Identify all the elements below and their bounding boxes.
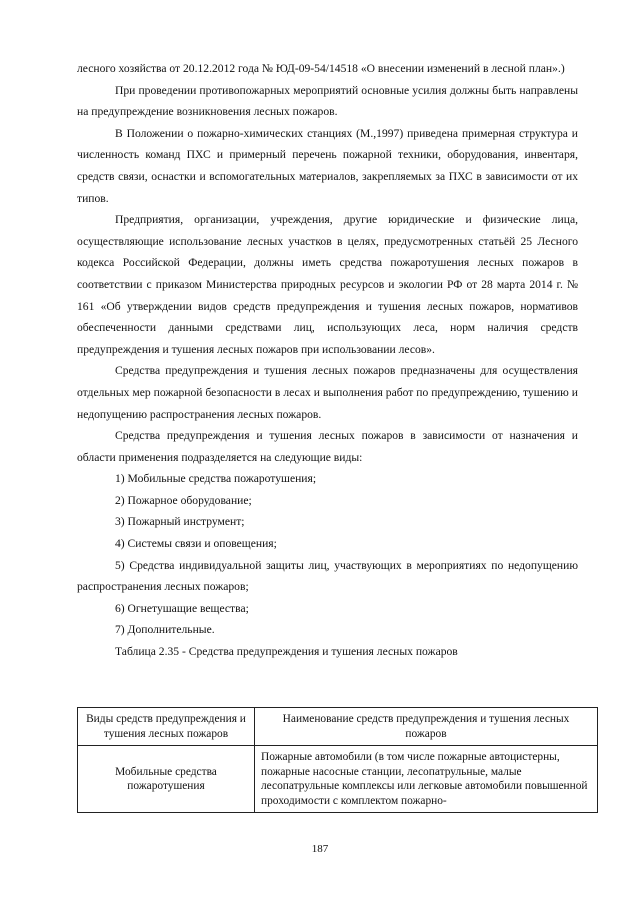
table-cell: Пожарные автомобили (в том числе пожарные автоцистерны, пожарные насосные станции, лесопатрульные, малые лесопатрульные комплексы или легковые автомобили повышенной проходимости с комплектом пожарно- xyxy=(255,746,598,813)
paragraph: В Положении о пожарно-химических станциях (М.,1997) приведена примерная структура и численность команд ПХС и примерный перечень пожарной техники, оборудования, инвентаря, средств связи, оснастки и вспомогательных материалов, закрепляемых за ПХС в зависимости от их типов. xyxy=(77,126,578,205)
paragraph: Предприятия, организации, учреждения, другие юридические и физические лица, осуществляющие использование лесных участков в целях, предусмотренных статьёй 25 Лесного кодекса Российской Федерации, должны иметь средства пожаротушения лесных пожаров в соответствии с приказом Министерства природных ресурсов и экологии РФ от 28 марта 2014 г. № 161 «Об утверждении видов средств предупреждения и тушения лесных пожаров, нормативов обеспеченности данными средствами лиц, использующих леса, норм наличия средств предупреждения и тушения лесных пожаров при использовании лесов». xyxy=(77,213,578,356)
paragraph: лесного хозяйства от 20.12.2012 года № ЮД-09-54/14518 «О внесении изменений в лесной план».) xyxy=(77,62,565,75)
list-item: 2) Пожарное оборудование; xyxy=(115,493,252,507)
paragraph: При проведении противопожарных мероприятий основные усилия должны быть направлены на предупреждение возникновения лесных пожаров. xyxy=(77,83,578,119)
table-header-cell: Виды средств предупреждения и тушения лесных пожаров xyxy=(78,708,255,746)
paragraph: Средства предупреждения и тушения лесных пожаров предназначены для осуществления отдельных мер пожарной безопасности в лесах и выполнения работ по предупреждению, тушению и недопущению распространения лесных пожаров. xyxy=(77,364,578,421)
page-number: 187 xyxy=(311,843,329,855)
means-table xyxy=(77,707,598,813)
table-caption: Таблица 2.35 - Средства предупреждения и тушения лесных пожаров xyxy=(115,645,458,659)
table-row xyxy=(78,746,598,813)
list-item: 5) Средства индивидуальной защиты лиц, участвующих в мероприятиях по недопущению распространения лесных пожаров; xyxy=(77,558,578,594)
table-header-cell: Наименование средств предупреждения и тушения лесных пожаров xyxy=(255,708,598,746)
table-cell: Мобильные средства пожаротушения xyxy=(78,746,255,813)
list-item: 4) Системы связи и оповещения; xyxy=(115,537,277,551)
list-item: 7) Дополнительные. xyxy=(115,623,215,637)
list-item: 1) Мобильные средства пожаротушения; xyxy=(115,472,317,486)
table-header-row xyxy=(78,708,598,746)
body-text xyxy=(77,58,578,663)
list-item: 3) Пожарный инструмент; xyxy=(115,515,245,529)
paragraph: Средства предупреждения и тушения лесных пожаров в зависимости от назначения и области применения подразделяется на следующие виды: xyxy=(77,429,578,464)
list-item: 6) Огнетушащие вещества; xyxy=(115,601,249,615)
